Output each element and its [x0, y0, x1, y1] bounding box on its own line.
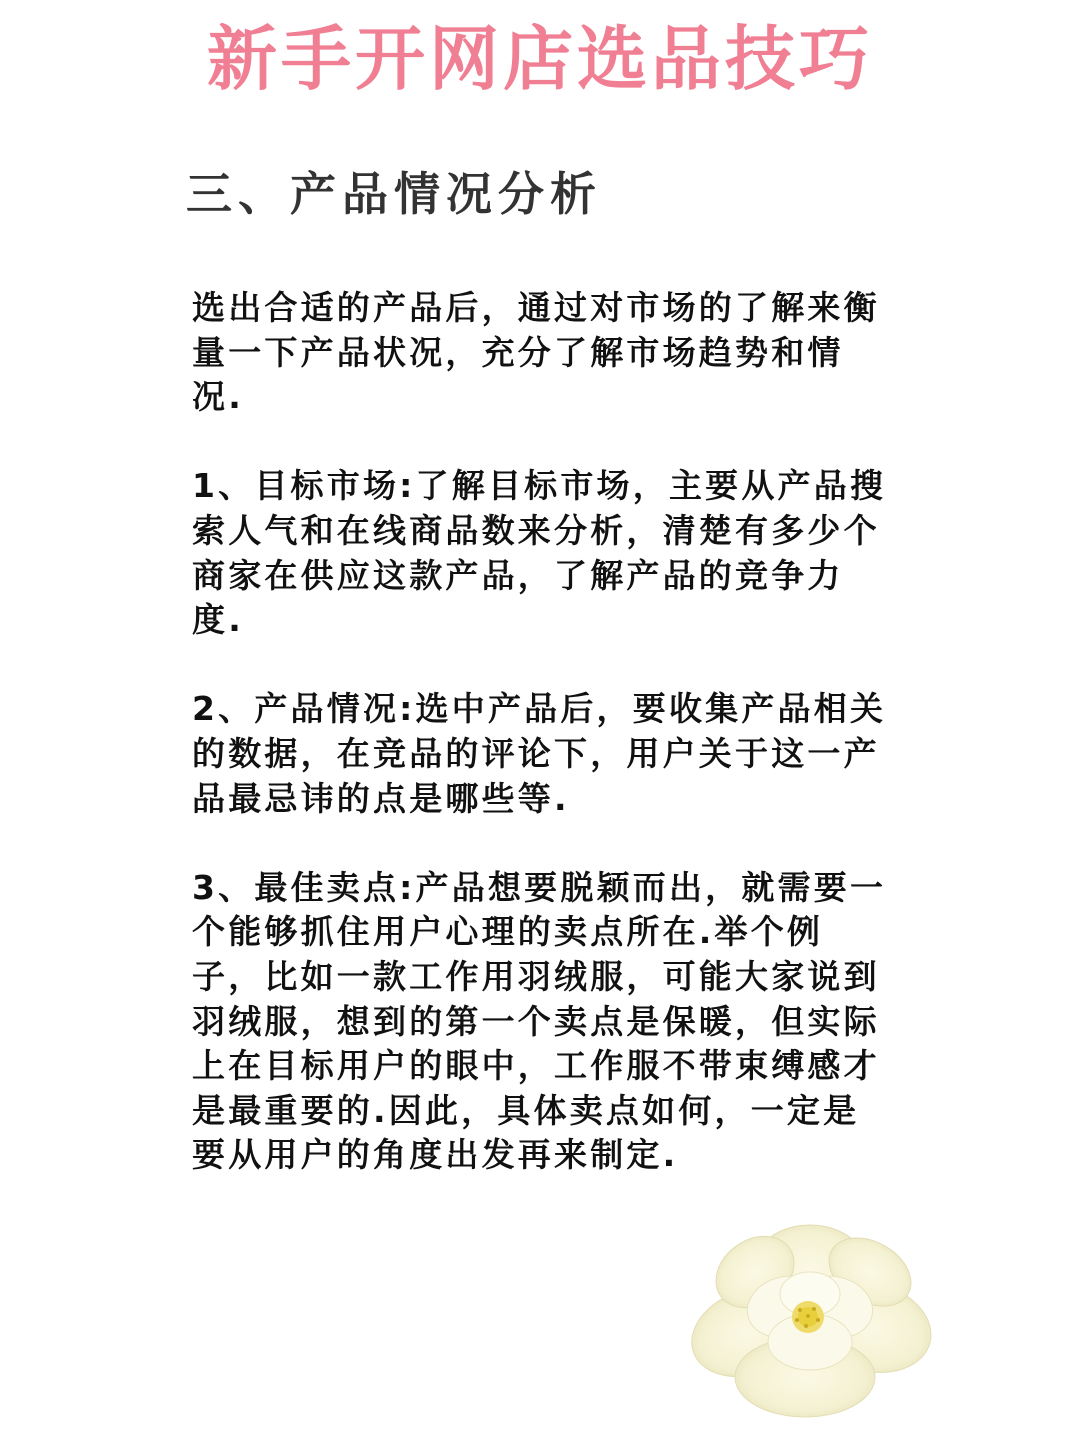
intro-paragraph: 选出合适的产品后，通过对市场的了解来衡量一下产品状况，充分了解市场趋势和情况.	[192, 288, 880, 417]
point-3-paragraph: 3、最佳卖点:产品想要脱颖而出，就需要一个能够抓住用户心理的卖点所在.举个例子，比如一款工作用羽绒服，可能大家说到羽绒服，想到的第一个卖点是保暖，但实际上在目标用户的眼中，工作服不带束缚感才是最重要的.因此，具体卖点如何，一定是要从用户的角度出发再来制定.	[192, 867, 887, 1175]
point-1-paragraph: 1、目标市场:了解目标市场，主要从产品搜索人气和在线商品数来分析，清楚有多少个商家在供应这款产品，了解产品的竞争力度.	[192, 466, 887, 640]
page-title: 新手开网店选品技巧	[207, 18, 873, 100]
section-heading: 三、产品情况分析	[186, 167, 602, 221]
white-flower-icon	[680, 1212, 940, 1422]
content-body	[192, 286, 892, 1222]
point-2-paragraph: 2、产品情况:选中产品后，要收集产品相关的数据，在竞品的评论下，用户关于这一产品最忌讳的点是哪些等.	[192, 689, 887, 818]
